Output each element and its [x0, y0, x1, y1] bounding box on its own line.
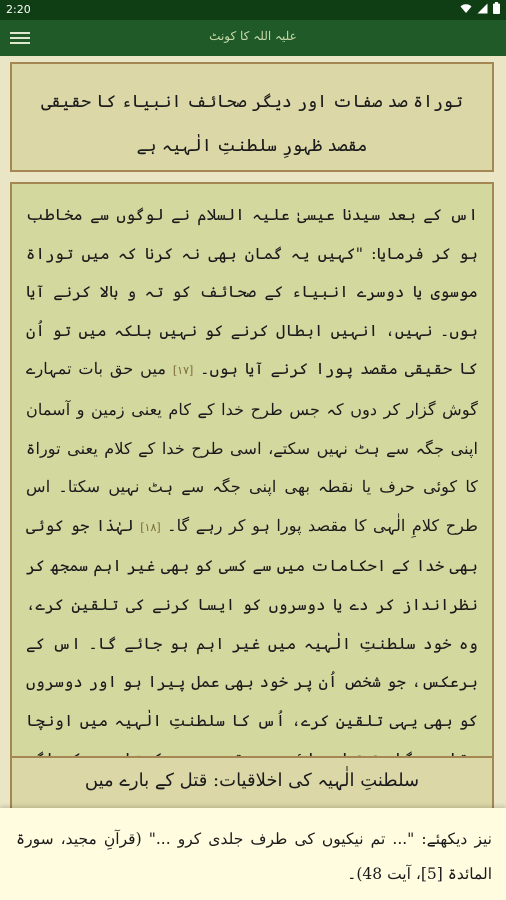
- next-heading-box: [10, 756, 494, 808]
- footnote-text: نیز دیکھئے: "... تم نیکیوں کی طرف جلدی کرو ..." (قرآنِ مجید، سورۃ المائدۃ [5]، آیت 48)۔: [16, 830, 492, 883]
- body-text-part: لہٰذا جو کوئی بھی خدا کے احکامات میں سے کسی کو بھی غیر اہم سمجھ کر نظرانداز کر دے یا دوسروں کو ایسا کرنے کی تلقین کرے، وہ خود سلطنتِ الٰہیہ میں غیر اہم ہو جائے گا۔ اس کے برعکس، جو شخص اُن پر خود بھی عمل پیرا ہو اور دوسروں کو بھی یہی تلقین کرے، اُس کا سلطنتِ الٰہیہ میں اونچا: [26, 515, 478, 730]
- body-text-part: اس کے بعد سیدنا عیسیٰ علیہ السلام نے لوگوں سے مخاطب ہو کر فرمایا: "کہیں یہ گمان بھی نہ کرنا کہ میں توراۃ موسوی یا دوسرے انبیاء کے صحائف کو تہ و بالا کرنے آیا ہوں۔ نہیں، انہیں ابطال کرنے کو نہیں بلکہ میں تو اُن کا حقیقی مقصد پورا کرنے آیا ہوں۔: [26, 205, 479, 379]
- body-paragraph: [26, 196, 478, 808]
- wifi-icon: [460, 3, 472, 14]
- signal-icon: [477, 3, 488, 14]
- body-text-box: [10, 182, 494, 808]
- body-text-part: میں حق بات تمہارے گوش گزار کر دوں کہ جس طرح خدا کے کام یعنی زمین و آسمان اپنی جگہ سے ہٹ نہیں سکتے، اسی طرح خدا کے کلام یعنی توراۃ کا کوئی حرف یا نقطہ بھی اپنی جگہ سے ہٹ نہیں سکتا۔ اس طرح کلامِ الٰہی کا مقصد پورا ہو کر رہے گا۔: [26, 359, 478, 535]
- app-title: علیہ اللہ کا کونٹ: [209, 29, 297, 43]
- reference-link[interactable]: [۱۸]: [140, 520, 161, 534]
- app-bar: [0, 20, 506, 56]
- reference-link[interactable]: [۱۷]: [172, 364, 194, 378]
- footnote-popup[interactable]: [0, 808, 506, 900]
- section-heading-box: [10, 62, 494, 172]
- status-icons: [460, 2, 500, 14]
- status-time: 2:20: [6, 3, 31, 16]
- next-section-heading: سلطنتِ الٰہیہ کی اخلاقیات: قتل کے بارے میں: [84, 770, 420, 791]
- reading-content[interactable]: [0, 56, 506, 808]
- status-bar: [0, 0, 506, 20]
- battery-icon: [493, 2, 500, 14]
- section-heading: توراۃ صد صفات اور دیگر صحائف انبیاء کا حقیقی مقصد ظہورِ سلطنتِ الٰہیہ ہے: [41, 92, 463, 156]
